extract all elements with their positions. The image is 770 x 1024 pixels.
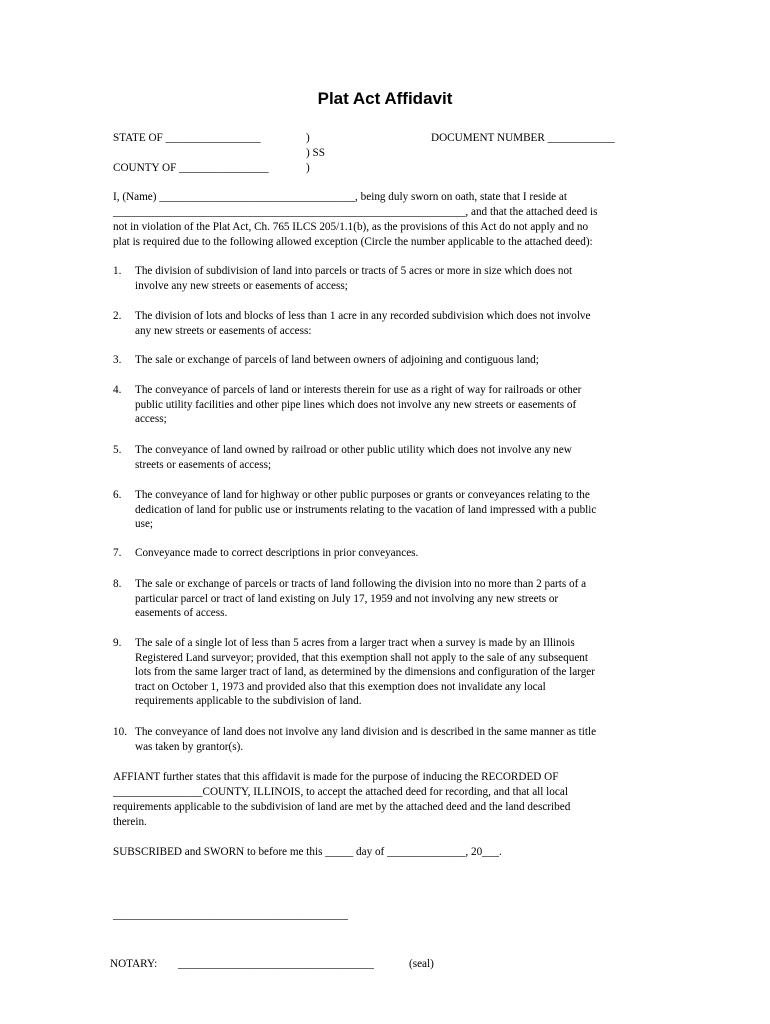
item-text: tract on October 1, 1973 and provided also that this exemption does not invalidate any local [135,680,546,693]
intro-line-3: not in violation of the Plat Act, Ch. 765 ILCS 205/1.1(b), as the provisions of this Act do not apply and no [113,221,589,233]
item-text: requirements applicable to the subdivision of land. [135,695,362,708]
item-text: Conveyance made to correct descriptions in prior conveyances. [135,547,419,559]
item-text: The division of lots and blocks of less than 1 acre in any recorded subdivision which does not involve [135,310,591,322]
item-text: Registered Land surveyor; provided, that this exemption shall not apply to the sale of any subsequent [135,651,588,664]
item-text: The sale or exchange of parcels or tracts of land following the division into no more than 2 parts of a [135,578,587,590]
intro-line-2: _______________________________________________________________, and that the attached deed is [113,206,598,218]
item-text: was taken by grantor(s). [135,740,244,753]
seal-label: (seal) [409,958,434,970]
item-text: The conveyance of parcels of land or interests therein for use as a right of way for railroads or other [135,384,582,396]
intro-line-1: I, (Name) ___________________________________, being duly sworn on oath, state that I reside at [113,191,567,203]
item-number: 9. [113,637,122,649]
ss-marker: ) SS [306,147,325,159]
item-text: streets or easements of access; [135,458,272,471]
affiant-line-2: ________________COUNTY, ILLINOIS, to accept the attached deed for recording, and that all local [113,786,568,798]
item-number: 8. [113,578,122,590]
item-text: The sale or exchange of parcels of land between owners of adjoining and contiguous land; [135,354,539,366]
page-title: Plat Act Affidavit [317,89,453,108]
item-text: The sale of a single lot of less than 5 acres from a larger tract when a survey is made by an Illinois [135,637,575,649]
item-text: easements of access. [135,607,228,620]
item-number: 3. [113,354,122,366]
item-text: The conveyance of land does not involve any land division and is described in the same manner as title [135,726,597,738]
notary-label: NOTARY: [110,958,158,970]
item-text: particular parcel or tract of land existing on July 17, 1959 and not involving any new streets or [135,592,559,605]
item-number: 10. [113,726,127,738]
sworn-statement: SUBSCRIBED and SWORN to before me this _____ day of ______________, 20___. [113,846,502,858]
item-text: lots from the same larger tract of land, as determined by the dimensions and configuration of the larger [135,666,595,679]
item-text: involve any new streets or easements of access; [135,279,348,292]
item-number: 7. [113,547,122,559]
state-field: STATE OF _________________ [113,132,261,144]
affiant-line-1: AFFIANT further states that this affidavit is made for the purpose of inducing the RECORDED OF [113,771,559,783]
item-text: public utility facilities and other pipe lines which does not involve any new streets or easements of [135,398,577,411]
item-text: dedication of land for public use or instruments relating to the vacation of land impressed with a public [135,503,597,516]
item-number: 2. [113,310,122,322]
item-text: use; [135,518,154,531]
affiant-line-3: requirements applicable to the subdivision of land are met by the attached deed and the land described [113,801,571,813]
header-paren-3: ) [306,162,310,174]
notary-line: ___________________________________ [178,958,374,970]
item-text: The division of subdivision of land into parcels or tracts of 5 acres or more in size which does not [135,265,573,277]
item-text: The conveyance of land owned by railroad or other public utility which does not involve any new [135,444,572,456]
item-number: 6. [113,489,122,501]
intro-line-4: plat is required due to the following allowed exception (Circle the number applicable to the attached deed): [113,236,593,248]
item-text: any new streets or easements of access: [135,324,312,337]
affiant-line-4: therein. [113,816,147,828]
item-number: 4. [113,384,122,396]
document-number-field: DOCUMENT NUMBER ____________ [431,132,615,144]
item-number: 5. [113,444,122,456]
item-text: The conveyance of land for highway or other public purposes or grants or conveyances relating to the [135,489,590,501]
item-number: 1. [113,265,122,277]
item-text: access; [135,413,167,426]
header-paren-1: ) [306,132,310,144]
signature-line: __________________________________________ [113,909,348,921]
county-field: COUNTY OF ________________ [113,162,269,174]
